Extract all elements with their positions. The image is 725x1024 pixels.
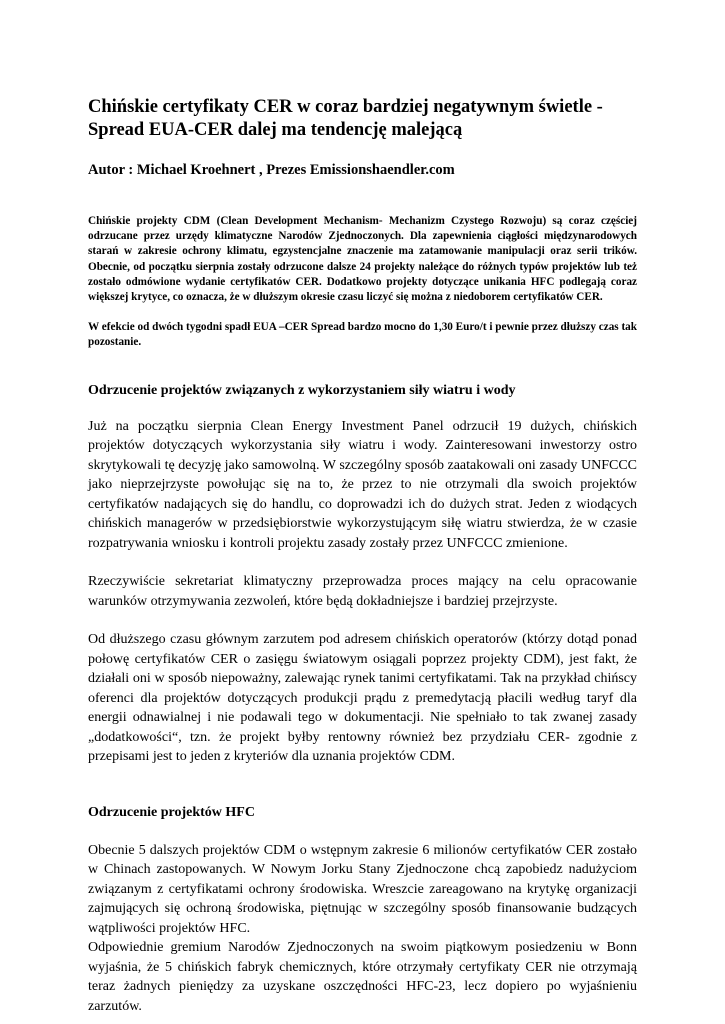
lead-paragraph: W efekcie od dwóch tygodni spadł EUA –CER Spread bardzo mocno do 1,30 Euro/t i pewnie przez dłuższy czas tak pozostanie.: [88, 321, 637, 349]
body-paragraph: Od dłuższego czasu głównym zarzutem pod adresem chińskich operatorów (którzy dotąd ponad połowę certyfikatów CER o zasięgu światowym osiągali poprzez projekty CDM), jest fakt, że działali oni w sposób niepoważny, zalewając rynek tanimi certyfikatami. Tak na przykład chińscy oferenci dla projektów dotyczących produkcji prądu z premedytacją płacili według taryf dla energii odnawialnej i nie podawali tego w dokumentacji. Nie spełniało to tak zwanej zasady „dodatkowości“, tzn. że projekt byłby rentowny również bez przydziału CER- zgodnie z przepisami jest to jeden z kryteriów dla uznania projektów CDM.: [88, 632, 637, 765]
body-paragraph: Już na początku sierpnia Clean Energy Investment Panel odrzucił 19 dużych, chińskich projektów dotyczących wykorzystania siły wiatru i wody. Zainteresowani inwestorzy ostro skrytykowali tę decyzję jako samowolną. W szczególny sposób zaatakowali oni zasady UNFCCC jako nieprzejrzyste powołując się na to, że przez to nie otrzymali dla swoich projektów certyfikatów nadających się do handlu, co doprowadzi ich do dużych strat. Jeden z wiodących chińskich managerów w przedsiębiorstwie wykorzystującym siłę wiatru stwierdza, że w czasie rozpatrywania wniosku i kontroli projektu zasady zostały przez UNFCCC zmienione.: [88, 418, 637, 551]
section-heading-wind-water: Odrzucenie projektów związanych z wykorzystaniem siły wiatru i wody: [88, 382, 516, 398]
document-title: Chińskie certyfikaty CER w coraz bardziej negatywnym świetle - Spread EUA-CER dalej ma tendencję malejącą: [88, 97, 603, 140]
body-paragraph: Obecnie 5 dalszych projektów CDM o wstępnym zakresie 6 milionów certyfikatów CER zostało w Chinach zastopowanych. W Nowym Jorku Stany Zjednoczone chcą zapobiedz nadużyciom związanym z certyfikatami ochrony środowiska. Wreszcie zareagowano na krytykę organizacji zajmujących się ochroną środowiska, piętnując w szczególny sposób finansowanie budzących wątpliwości projektów HFC.: [88, 842, 637, 936]
body-paragraph: Rzeczywiście sekretariat klimatyczny przeprowadza proces mający na celu opracowanie warunków otrzymywania zezwoleń, które będą dokładniejsze i bardziej przejrzyste.: [88, 574, 637, 609]
body-paragraph: Odpowiednie gremium Narodów Zjednoczonych na swoim piątkowym posiedzeniu w Bonn wyjaśnia, że 5 chińskich fabryk chemicznych, które otrzymały certyfikaty CER nie otrzymają teraz żadnych pieniędzy za uzyskane oszczędności HFC-23, lecz dopiero po wyjaśnieniu zarzutów.: [88, 940, 637, 1014]
author-line: Autor : Michael Kroehnert , Prezes Emissionshaendler.com: [88, 162, 455, 178]
lead-paragraph: Chińskie projekty CDM (Clean Development Mechanism- Mechanizm Czystego Rozwoju) są coraz częściej odrzucane przez urzędy klimatyczne Narodów Zjednoczonych. Dla zapewnienia ciągłości międzynarodowych starań w zakresie ochrony klimatu, egzystencjalne znaczenie ma zatamowanie manipulacji oraz serii trików. Obecnie, od początku sierpnia zostały odrzucone dalsze 24 projekty należące do różnych typów projektów lub też zostało odmówione wydanie certyfikatów CER. Dodatkowo projekty dotyczące unikania HFC podlegają coraz większej krytyce, co oznacza, że w dłuższym okresie czasu liczyć się można z niedoborem certyfikatów CER.: [88, 215, 637, 304]
section-heading-hfc: Odrzucenie projektów HFC: [88, 804, 255, 820]
